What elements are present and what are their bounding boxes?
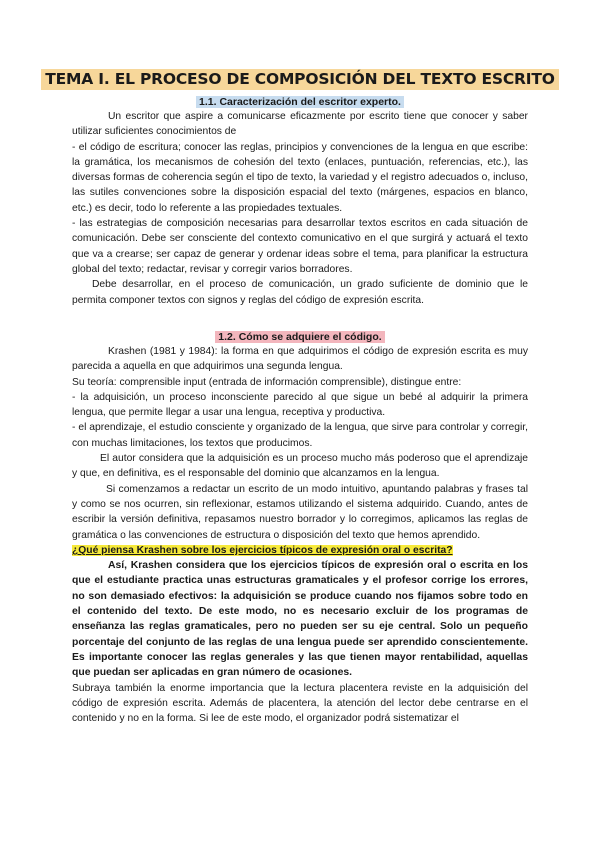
bold-answer-paragraph: Así, Krashen considera que los ejercicios típicos de expresión oral o escrita en los que el estudiante practica unas estructuras gramaticales y el profesor corrige los errores, no son demasiado efectivos: la adquisición se produce cuando nos fijamos sobre todo en el contenido del texto. De este modo, no es necesario excluir de los programas de enseñanza las reglas gramaticales, pero no pueden ser su eje central. Solo un pequeño porcentaje del conjunto de las reglas de una lengua puede ser aprendido conscientemente. Es importante conocer las reglas generales y las que tienen mayor rentabilidad, aquellas que puedan ser aplicadas en gran número de ocasiones. — [72, 560, 528, 679]
question-highlight: ¿Qué piensa Krashen sobre los ejercicios típicos de expresión oral o escrita? — [72, 544, 453, 556]
section-1-paragraph-3: - las estrategias de composición necesarias para desarrollar textos escritos en cada situación de comunicación. Debe ser consciente del contexto comunicativo en el que surgirá y actuará el texto que va a crearse; ser capaz de generar y ordenar ideas sobre el tema, para planificar la estructura global del texto; redactar, revisar y corregir varios borradores. — [72, 218, 528, 275]
section-1-body — [72, 109, 528, 308]
section-2-heading — [0, 331, 600, 343]
section-1-paragraph-4: Debe desarrollar, en el proceso de comunicación, un grado suficiente de dominio que le permita componer textos con signos y reglas del código de expresión escrita. — [72, 279, 528, 306]
question-line — [72, 543, 528, 558]
section-2-paragraph-3: - la adquisición, un proceso inconsciente parecido al que sigue un bebé al adquirir la primera lengua, que permite llegar a usar una lengua, receptiva y productiva. — [72, 391, 528, 419]
section-2-body — [72, 344, 528, 726]
section-1-paragraph-2: - el código de escritura; conocer las reglas, principios y convenciones de la lengua en que escribe: la gramática, los mecanismos de cohesión del texto (enlaces, puntuación, referencias, etc.), las diversas formas de coherencia según el tipo de texto, la variedad y el registro adecuados o, incluso, las sutiles convenciones sobre la disposición espacial del texto (márgenes, espacios en blanco, etc.) es decir, todo lo referente a las propiedades textuales. — [72, 141, 528, 214]
section-2-heading-text: 1.2. Cómo se adquiere el código. — [215, 331, 384, 343]
section-2-paragraph-2: Su teoría: comprensible input (entrada de información comprensible), distingue entre: — [72, 376, 462, 388]
document-title — [0, 70, 600, 88]
section-1-heading — [0, 96, 600, 108]
section-2-paragraph-7: Subraya también la enorme importancia que la lectura placentera reviste en la adquisición del código de expresión escrita. Además de placentera, la atención del lector debe centrarse en el contenido y no en la forma. Si lee de este modo, el organizador podrá sistematizar el — [72, 682, 528, 725]
section-2-paragraph-1: Krashen (1981 y 1984): la forma en que adquirimos el código de expresión escrita es muy parecida a aquella en que adquirimos una segunda lengua. — [72, 346, 528, 373]
section-1-paragraph-1: Un escritor que aspire a comunicarse eficazmente por escrito tiene que conocer y saber utilizar suficientes conocimientos de — [72, 111, 528, 138]
document-title-text: TEMA I. EL PROCESO DE COMPOSICIÓN DEL TEXTO ESCRITO — [41, 69, 558, 90]
section-2-paragraph-6: Si comenzamos a redactar un escrito de un modo intuitivo, apuntando palabras y frases tal y como se nos ocurren, sin reflexionar, estamos utilizando el sistema adquirido. Cuando, antes de escribir la versión definitiva, repasamos nuestro borrador y lo corregimos, aplicamos las reglas de gramática o las convenciones de estructura o disposición del texto que hemos aprendido. — [72, 483, 528, 541]
section-2-paragraph-4: - el aprendizaje, el estudio consciente y organizado de la lengua, que sirve para controlar y corregir, con muchas limitaciones, los textos que producimos. — [72, 422, 528, 449]
section-1-heading-text: 1.1. Caracterización del escritor experto. — [196, 96, 404, 108]
section-2-paragraph-5: El autor considera que la adquisición es un proceso mucho más poderoso que el aprendizaje y que, en definitiva, es el responsable del dominio que alcanzamos en la lengua. — [72, 453, 528, 480]
